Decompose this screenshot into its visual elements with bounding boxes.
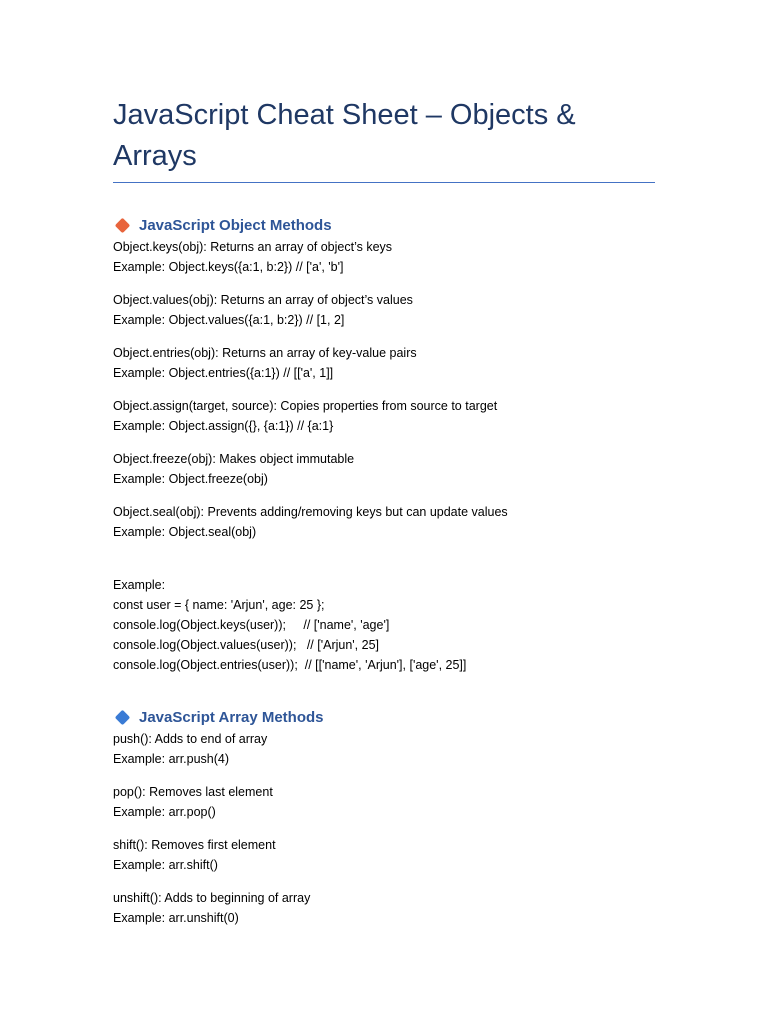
orange-diamond-icon: [115, 217, 131, 233]
code-example-block: [113, 575, 655, 675]
method-entry-pop: [113, 782, 655, 822]
method-example: Example: Object.keys({a:1, b:2}) // ['a', 'b']: [113, 260, 344, 274]
section-heading-object-methods: [113, 213, 655, 237]
method-description: shift(): Removes first element: [113, 838, 276, 852]
method-entry-object-seal: [113, 502, 655, 542]
section-heading-label: JavaScript Array Methods: [139, 708, 324, 726]
section-heading-array-methods: [113, 705, 655, 729]
blue-diamond-icon: [115, 709, 131, 725]
method-description: unshift(): Adds to beginning of array: [113, 891, 311, 905]
code-line: console.log(Object.entries(user)); // [['name', 'Arjun'], ['age', 25]]: [113, 658, 467, 672]
object-methods-section: [113, 213, 655, 675]
method-description: Object.values(obj): Returns an array of object’s values: [113, 293, 413, 307]
method-entry-push: [113, 729, 655, 769]
method-entry-object-entries: [113, 343, 655, 383]
code-line: Example:: [113, 578, 166, 592]
array-methods-section: [113, 705, 655, 928]
method-example: Example: Object.assign({}, {a:1}) // {a:1}: [113, 419, 334, 433]
method-description: Object.freeze(obj): Makes object immutable: [113, 452, 355, 466]
method-example: Example: arr.unshift(0): [113, 911, 239, 925]
method-example: Example: Object.entries({a:1}) // [['a', 1]]: [113, 366, 334, 380]
code-line: console.log(Object.keys(user)); // ['name', 'age']: [113, 618, 390, 632]
method-entry-object-assign: [113, 396, 655, 436]
method-example: Example: arr.push(4): [113, 752, 230, 766]
page-title: JavaScript Cheat Sheet – Objects & Arrays: [113, 99, 576, 172]
method-entry-object-keys: [113, 237, 655, 277]
method-description: Object.entries(obj): Returns an array of key-value pairs: [113, 346, 417, 360]
method-example: Example: Object.values({a:1, b:2}) // [1, 2]: [113, 313, 345, 327]
method-description: pop(): Removes last element: [113, 785, 273, 799]
method-entry-unshift: [113, 888, 655, 928]
method-example: Example: arr.shift(): [113, 858, 218, 872]
method-description: Object.keys(obj): Returns an array of object’s keys: [113, 240, 393, 254]
method-example: Example: Object.freeze(obj): [113, 472, 268, 486]
code-line: const user = { name: 'Arjun', age: 25 };: [113, 598, 325, 612]
method-entry-object-freeze: [113, 449, 655, 489]
method-description: push(): Adds to end of array: [113, 732, 268, 746]
code-line: console.log(Object.values(user)); // ['Arjun', 25]: [113, 638, 379, 652]
method-description: Object.assign(target, source): Copies properties from source to target: [113, 399, 498, 413]
section-heading-label: JavaScript Object Methods: [139, 216, 332, 234]
method-example: Example: Object.seal(obj): [113, 525, 257, 539]
spacer: [113, 183, 655, 213]
method-example: Example: arr.pop(): [113, 805, 216, 819]
document-page: [113, 95, 655, 928]
method-entry-shift: [113, 835, 655, 875]
method-entry-object-values: [113, 290, 655, 330]
method-description: Object.seal(obj): Prevents adding/removing keys but can update values: [113, 505, 508, 519]
